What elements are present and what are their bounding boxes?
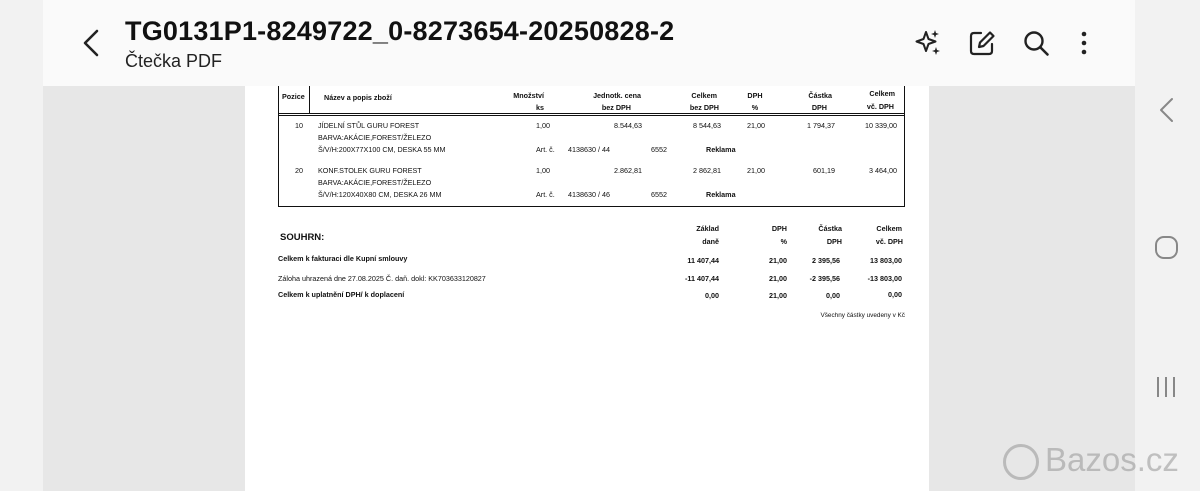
summary-base: 11 407,44 bbox=[687, 256, 719, 265]
header-rule bbox=[279, 115, 904, 116]
summary-base: 0,00 bbox=[705, 291, 719, 300]
search-icon[interactable] bbox=[1021, 28, 1051, 58]
summary-base: -11 407,44 bbox=[685, 274, 719, 283]
summary-vat-amt: 0,00 bbox=[826, 291, 840, 300]
row-code: 6552 bbox=[651, 145, 667, 154]
row-vat: 21,00 bbox=[747, 121, 765, 130]
row-dimensions: Š/V/H:120X40X80 CM, DESKA 26 MM bbox=[318, 190, 442, 199]
col-header-pos: Pozice bbox=[282, 92, 305, 101]
nav-back-icon[interactable] bbox=[1150, 93, 1184, 127]
col-header-qty-unit: ks bbox=[536, 103, 544, 112]
row-name: JÍDELNÍ STŮL GURU FOREST bbox=[318, 121, 420, 130]
row-art-label: Art. č. bbox=[536, 145, 555, 154]
summary-header-vat-sub: % bbox=[780, 237, 787, 246]
summary-gross: -13 803,00 bbox=[867, 274, 902, 283]
row-dimensions: Š/V/H:200X77X100 CM, DESKA 55 MM bbox=[318, 145, 446, 154]
col-header-gross-sub: vč. DPH bbox=[866, 102, 894, 111]
app-subtitle: Čtečka PDF bbox=[125, 51, 223, 71]
summary-header-base: Základ bbox=[696, 224, 719, 233]
summary-vat: 21,00 bbox=[769, 256, 787, 265]
summary-header-gross-sub: vč. DPH bbox=[875, 237, 903, 246]
row-color: BARVA:AKÁCIE,FOREST/ŽELEZO bbox=[318, 178, 432, 187]
col-header-total: Celkem bbox=[691, 91, 717, 100]
col-header-vat-amt: Částka bbox=[808, 91, 832, 100]
row-tag: Reklama bbox=[706, 145, 736, 154]
col-header-vat-amt-sub: DPH bbox=[811, 103, 827, 112]
summary-label: Záloha uhrazená dne 27.08.2025 Č. daň. dokl: KK703633120827 bbox=[278, 274, 486, 283]
header-rule bbox=[279, 113, 904, 114]
row-gross: 3 464,00 bbox=[869, 166, 897, 175]
summary-label: Celkem k fakturaci dle Kupní smlouvy bbox=[278, 254, 408, 263]
summary-header-gross: Celkem bbox=[876, 224, 902, 233]
row-code: 6552 bbox=[651, 190, 667, 199]
nav-recent-icon[interactable] bbox=[1150, 370, 1184, 404]
summary-header-vat-amt-sub: DPH bbox=[826, 237, 842, 246]
left-margin bbox=[0, 0, 43, 491]
col-header-gross: Celkem bbox=[869, 89, 895, 98]
col-header-qty: Množství bbox=[513, 91, 544, 100]
summary-vat-amt: 2 395,56 bbox=[812, 256, 840, 265]
col-header-total-sub: bez DPH bbox=[689, 103, 719, 112]
summary-vat: 21,00 bbox=[769, 291, 787, 300]
column-separator bbox=[309, 86, 310, 113]
row-unit-price: 8.544,63 bbox=[614, 121, 642, 130]
app-bar bbox=[43, 0, 1135, 86]
summary-vat: 21,00 bbox=[769, 274, 787, 283]
summary-vat-amt: -2 395,56 bbox=[809, 274, 840, 283]
row-vat-amt: 601,19 bbox=[813, 166, 835, 175]
pdf-page bbox=[245, 86, 929, 491]
currency-note: Všechny částky uvedeny v Kč bbox=[820, 312, 905, 319]
row-unit-price: 2.862,81 bbox=[614, 166, 642, 175]
summary-label: Celkem k uplatnění DPH/ k doplacení bbox=[278, 290, 405, 299]
row-pos: 10 bbox=[295, 121, 303, 130]
items-table bbox=[278, 86, 905, 207]
col-header-unit-price-sub: bez DPH bbox=[601, 103, 631, 112]
row-qty: 1,00 bbox=[536, 121, 550, 130]
more-vertical-icon[interactable] bbox=[1069, 28, 1099, 58]
row-art-label: Art. č. bbox=[536, 190, 555, 199]
row-color: BARVA:AKÁCIE,FOREST/ŽELEZO bbox=[318, 133, 432, 142]
chevron-left-icon[interactable] bbox=[77, 26, 107, 60]
col-header-unit-price: Jednotk. cena bbox=[593, 91, 641, 100]
col-header-vat-sub: % bbox=[751, 103, 759, 112]
sparkle-icon[interactable] bbox=[913, 28, 943, 58]
document-title: TG0131P1-8249722_0-8273654-20250828-2 bbox=[125, 16, 675, 46]
summary-title: SOUHRN: bbox=[280, 232, 325, 243]
row-gross: 10 339,00 bbox=[865, 121, 897, 130]
edit-icon[interactable] bbox=[967, 28, 997, 58]
row-vat-amt: 1 794,37 bbox=[807, 121, 835, 130]
col-header-vat: DPH bbox=[747, 91, 763, 100]
row-total: 2 862,81 bbox=[693, 166, 721, 175]
watermark-text: Bazos.cz bbox=[1045, 441, 1179, 478]
summary-header-vat-amt: Částka bbox=[818, 224, 842, 233]
col-header-name: Název a popis zboží bbox=[324, 93, 392, 102]
row-vat: 21,00 bbox=[747, 166, 765, 175]
row-art-number: 4138630 / 46 bbox=[568, 190, 610, 199]
document-viewport[interactable] bbox=[43, 86, 1135, 491]
summary-gross: 0,00 bbox=[888, 290, 902, 299]
row-pos: 20 bbox=[295, 166, 303, 175]
row-name: KONF.STOLEK GURU FOREST bbox=[318, 166, 422, 175]
row-qty: 1,00 bbox=[536, 166, 550, 175]
summary-gross: 13 803,00 bbox=[870, 256, 902, 265]
row-total: 8 544,63 bbox=[693, 121, 721, 130]
row-art-number: 4138630 / 44 bbox=[568, 145, 610, 154]
row-tag: Reklama bbox=[706, 190, 736, 199]
summary-header-base-sub: daně bbox=[702, 237, 719, 246]
summary-header-vat: DPH bbox=[771, 224, 787, 233]
nav-home-icon[interactable] bbox=[1150, 231, 1184, 265]
